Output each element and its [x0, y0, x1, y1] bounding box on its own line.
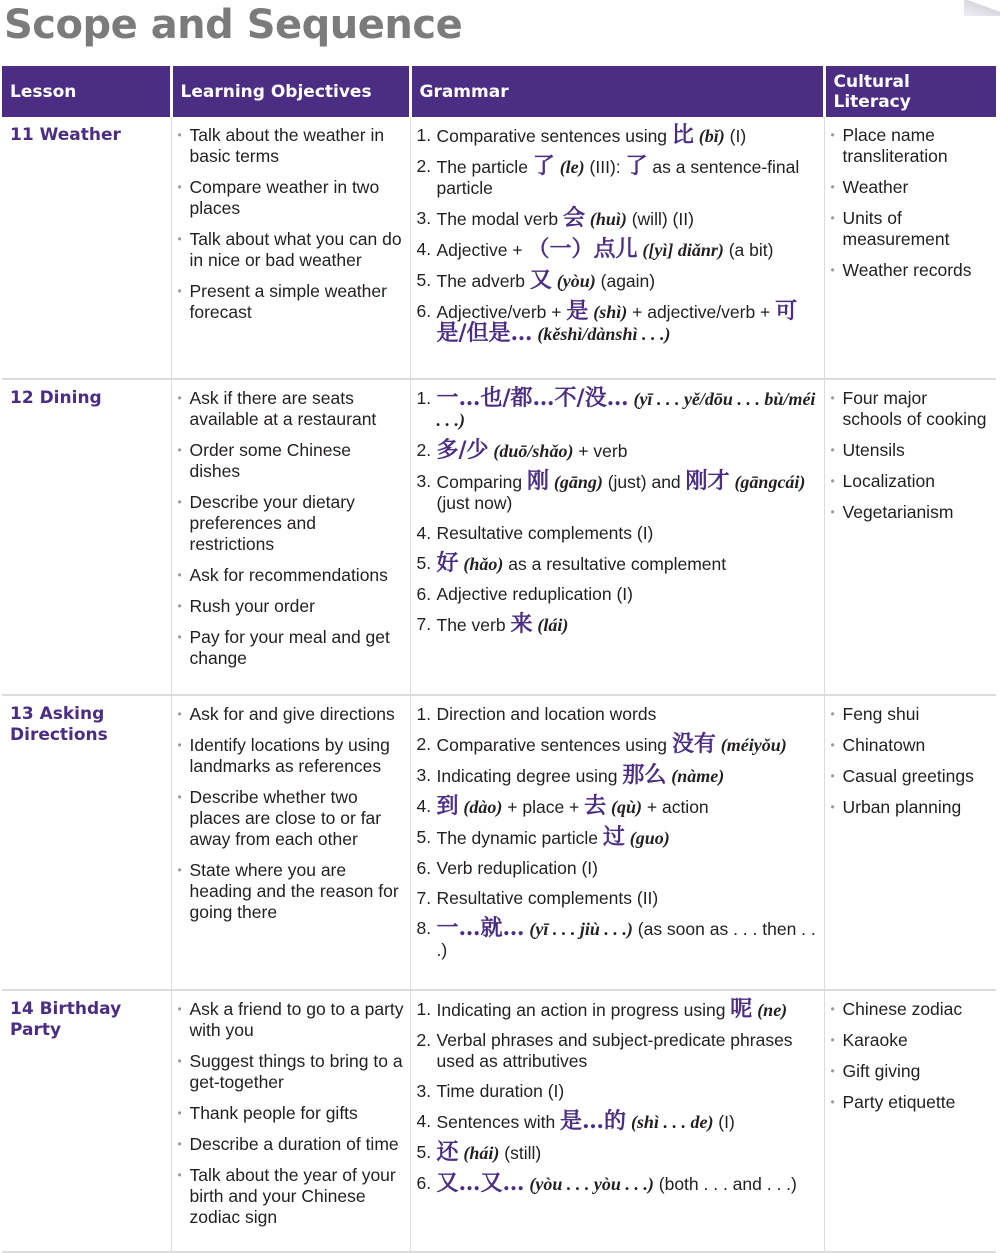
- page-corner-decoration: [964, 0, 1000, 16]
- grammar-item: [416, 236, 818, 262]
- culture-item: • Weather: [831, 177, 991, 198]
- header-grammar: Grammar: [410, 66, 824, 117]
- chinese-characters: 刚: [526, 468, 549, 494]
- objective-item: • Rush your order: [178, 596, 404, 617]
- grammar-text: Verb reduplication (I): [436, 858, 598, 878]
- objectives-list: [178, 999, 404, 1228]
- pinyin-text: (méiyǒu): [720, 735, 787, 755]
- grammar-item-number: 2.: [416, 440, 432, 460]
- lesson-name: 12 Dining: [10, 388, 102, 408]
- objectives-cell: [171, 379, 410, 695]
- grammar-item: [417, 1081, 818, 1102]
- chinese-characters: 又…又…: [436, 1170, 525, 1196]
- culture-cell: [824, 990, 996, 1252]
- chinese-characters: 来: [510, 611, 533, 637]
- lesson-cell: [2, 379, 171, 695]
- chinese-characters: 呢: [730, 996, 753, 1022]
- grammar-text: as a resultative complement: [503, 554, 727, 574]
- grammar-item-number: 3.: [416, 208, 432, 228]
- grammar-text: + place +: [502, 797, 585, 817]
- grammar-item: [416, 153, 818, 199]
- culture-item: • Utensils: [831, 440, 991, 461]
- objective-item: • Pay for your meal and get change: [178, 627, 404, 669]
- grammar-text: The adverb: [436, 271, 530, 291]
- pinyin-text: (qù): [611, 797, 643, 817]
- culture-cell: [824, 379, 996, 695]
- grammar-text: Indicating degree using: [436, 766, 623, 786]
- culture-item: • Place name transliteration: [831, 125, 991, 167]
- lesson-name: 13 Asking Directions: [10, 704, 108, 745]
- grammar-text: (I): [724, 126, 747, 146]
- chinese-characters: 一…就…: [436, 915, 525, 941]
- culture-list: [831, 999, 991, 1113]
- grammar-item-number: 8.: [416, 918, 432, 938]
- grammar-item-number: 3.: [416, 765, 432, 785]
- grammar-item: [416, 611, 818, 637]
- grammar-item: [416, 824, 818, 850]
- objective-item: • Ask for recommendations: [178, 565, 404, 586]
- pinyin-text: (guo): [629, 828, 670, 848]
- objective-item: • Talk about the year of your birth and your Chinese zodiac sign: [178, 1165, 404, 1228]
- grammar-text: (just) and: [602, 472, 686, 492]
- grammar-list: [416, 996, 818, 1196]
- culture-list: [831, 125, 991, 281]
- objectives-cell: [171, 990, 410, 1252]
- pinyin-text: (kěshì/dànshì . . .): [537, 324, 671, 344]
- chinese-characters: 去: [584, 793, 607, 819]
- header-cultural-literacy: Cultural Literacy: [824, 66, 996, 117]
- grammar-text: The dynamic particle: [436, 828, 603, 848]
- grammar-text: (I): [713, 1112, 735, 1132]
- grammar-item: [416, 793, 818, 819]
- grammar-text: Sentences with: [436, 1112, 561, 1132]
- objectives-list: [178, 704, 404, 923]
- pinyin-text: (lái): [537, 615, 569, 635]
- culture-item: • Units of measurement: [831, 208, 991, 250]
- objective-item: • Compare weather in two places: [178, 177, 404, 219]
- objectives-cell: [171, 695, 410, 990]
- grammar-list: [416, 385, 818, 637]
- grammar-text: The particle: [436, 157, 533, 177]
- objective-item: • Identify locations by using landmarks as references: [178, 735, 404, 777]
- grammar-text: (just now): [436, 493, 513, 513]
- culture-item: • Chinese zodiac: [831, 999, 991, 1020]
- culture-item: • Casual greetings: [831, 766, 991, 787]
- grammar-text: + action: [642, 797, 709, 817]
- objective-item: • Ask if there are seats available at a restaurant: [178, 388, 404, 430]
- objective-item: • Describe a duration of time: [178, 1134, 404, 1155]
- grammar-item-number: 4.: [416, 239, 432, 259]
- grammar-item: [416, 122, 818, 148]
- grammar-item-number: 1.: [416, 704, 432, 724]
- grammar-item: [416, 385, 818, 431]
- grammar-text: Resultative complements (II): [436, 888, 659, 908]
- grammar-item: [416, 437, 818, 463]
- table-body: [2, 117, 996, 1252]
- grammar-item: [416, 205, 818, 231]
- culture-item: • Gift giving: [831, 1061, 991, 1082]
- grammar-item: [417, 584, 818, 605]
- grammar-item-number: 3.: [416, 1081, 432, 1101]
- grammar-text: Resultative complements (I): [436, 523, 654, 543]
- pinyin-text: (shì): [593, 302, 628, 322]
- chinese-characters: 了: [532, 153, 555, 179]
- grammar-text: Time duration (I): [436, 1081, 565, 1101]
- grammar-item-number: 6.: [416, 584, 432, 604]
- grammar-text: (again): [595, 271, 656, 291]
- chinese-characters: 过: [602, 824, 625, 850]
- lesson-name: 11 Weather: [10, 125, 121, 145]
- pinyin-text: (gāngcái): [734, 472, 806, 492]
- pinyin-text: (shì . . . de): [630, 1112, 714, 1132]
- pinyin-text: (nàme): [671, 766, 725, 786]
- grammar-item-number: 5.: [416, 1142, 432, 1162]
- grammar-item: [416, 1108, 818, 1134]
- lesson-cell: [2, 990, 171, 1252]
- grammar-item-number: 7.: [416, 614, 432, 634]
- grammar-item-number: 5.: [416, 827, 432, 847]
- pinyin-text: (yòu): [556, 271, 596, 291]
- grammar-item-number: 2.: [416, 156, 432, 176]
- grammar-item: [416, 731, 818, 757]
- objective-item: • Suggest things to bring to a get-together: [178, 1051, 404, 1093]
- grammar-text: Comparative sentences using: [436, 126, 672, 146]
- chinese-characters: 那么: [622, 762, 667, 788]
- grammar-text: (will) (II): [626, 209, 694, 229]
- grammar-text: (III):: [584, 157, 626, 177]
- grammar-item-number: 5.: [416, 553, 432, 573]
- grammar-item-number: 6.: [416, 1173, 432, 1193]
- chinese-characters: 多/少: [436, 437, 489, 463]
- grammar-item-number: 2.: [416, 734, 432, 754]
- pinyin-text: (gāng): [553, 472, 603, 492]
- grammar-item-number: 5.: [416, 270, 432, 290]
- grammar-cell: [410, 695, 824, 990]
- grammar-item: [417, 858, 818, 879]
- objective-item: • Thank people for gifts: [178, 1103, 404, 1124]
- pinyin-text: (hǎo): [463, 554, 504, 574]
- grammar-text: as a sentence-final particle: [436, 157, 800, 198]
- grammar-text: + verb: [573, 441, 628, 461]
- lesson-row: [2, 990, 996, 1252]
- pinyin-text: (bǐ): [698, 126, 725, 146]
- chinese-characters: 到: [436, 793, 459, 819]
- objective-item: • Talk about the weather in basic terms: [178, 125, 404, 167]
- grammar-text: Verbal phrases and subject-predicate phrases used as attributives: [436, 1030, 793, 1071]
- pinyin-text: (yòu . . . yòu . . .): [529, 1174, 654, 1194]
- objective-item: • Ask for and give directions: [178, 704, 404, 725]
- culture-cell: [824, 117, 996, 379]
- grammar-text: Adjective reduplication (I): [436, 584, 633, 604]
- chinese-characters: 又: [529, 267, 552, 293]
- chinese-characters: 一…也/都…不/没…: [436, 385, 629, 411]
- culture-item: • Karaoke: [831, 1030, 991, 1051]
- grammar-text: Comparative sentences using: [436, 735, 672, 755]
- grammar-text: Indicating an action in progress using: [436, 1000, 731, 1020]
- pinyin-text: (hái): [463, 1143, 500, 1163]
- pinyin-text: (yī . . . jiù . . .): [529, 919, 633, 939]
- grammar-text: (a bit): [723, 240, 774, 260]
- objective-item: • Present a simple weather forecast: [178, 281, 404, 323]
- grammar-item: [416, 298, 818, 346]
- grammar-item: [417, 704, 818, 725]
- pinyin-text: (ne): [757, 1000, 788, 1020]
- lesson-row: [2, 695, 996, 990]
- grammar-text: + adjective/verb +: [627, 302, 776, 322]
- chinese-characters: 是: [566, 298, 589, 324]
- culture-item: • Chinatown: [831, 735, 991, 756]
- culture-item: • Urban planning: [831, 797, 991, 818]
- culture-item: • Four major schools of cooking: [831, 388, 991, 430]
- culture-item: • Vegetarianism: [831, 502, 991, 523]
- grammar-item-number: 3.: [416, 471, 432, 491]
- table-header-row: [2, 66, 996, 117]
- pinyin-text: (dào): [463, 797, 503, 817]
- pinyin-text: (yī . . . yě/dōu . . . bù/méi . . .): [436, 389, 816, 430]
- culture-item: • Party etiquette: [831, 1092, 991, 1113]
- pinyin-text: (duō/shǎo): [493, 441, 574, 461]
- lesson-cell: [2, 117, 171, 379]
- grammar-cell: [410, 379, 824, 695]
- grammar-item-number: 1.: [416, 125, 432, 145]
- grammar-item: [416, 267, 818, 293]
- lesson-cell: [2, 695, 171, 990]
- grammar-text: (still): [499, 1143, 542, 1163]
- grammar-item-number: 4.: [416, 796, 432, 816]
- lesson-row: [2, 379, 996, 695]
- grammar-item: [416, 915, 818, 961]
- grammar-item-number: 4.: [416, 1111, 432, 1131]
- objective-item: • Describe whether two places are close to or far away from each other: [178, 787, 404, 850]
- grammar-item: [416, 996, 818, 1022]
- grammar-item-number: 7.: [416, 888, 432, 908]
- culture-item: • Weather records: [831, 260, 991, 281]
- grammar-text: The modal verb: [436, 209, 563, 229]
- culture-item: • Feng shui: [831, 704, 991, 725]
- lesson-row: [2, 117, 996, 379]
- pinyin-text: (le): [559, 157, 585, 177]
- chinese-characters: 没有: [671, 731, 716, 757]
- pinyin-text: (huì): [589, 209, 627, 229]
- culture-cell: [824, 695, 996, 990]
- grammar-text: (both . . . and . . .): [653, 1174, 797, 1194]
- objective-item: • Ask a friend to go to a party with you: [178, 999, 404, 1041]
- grammar-item: [416, 1139, 818, 1165]
- grammar-item: [417, 1030, 818, 1072]
- objective-item: • Order some Chinese dishes: [178, 440, 404, 482]
- grammar-text: (as soon as . . . then . . .): [436, 919, 816, 960]
- pinyin-text: ([yì] diǎnr): [642, 240, 724, 260]
- chinese-characters: 好: [436, 550, 459, 576]
- chinese-characters: 可是/但是…: [436, 298, 798, 346]
- scope-sequence-table: [2, 66, 996, 1253]
- grammar-item: [416, 550, 818, 576]
- culture-item: • Localization: [831, 471, 991, 492]
- chinese-characters: 比: [671, 122, 694, 148]
- grammar-text: Adjective +: [436, 240, 528, 260]
- chinese-characters: 刚才: [685, 468, 730, 494]
- grammar-list: [416, 122, 818, 346]
- grammar-item-number: 6.: [416, 858, 432, 878]
- grammar-item-number: 1.: [416, 999, 432, 1019]
- objectives-list: [178, 125, 404, 323]
- grammar-item: [416, 762, 818, 788]
- header-lesson: Lesson: [2, 66, 171, 117]
- grammar-item: [417, 523, 818, 544]
- objective-item: • Describe your dietary preferences and restrictions: [178, 492, 404, 555]
- grammar-item-number: 6.: [416, 301, 432, 321]
- culture-list: [831, 704, 991, 818]
- grammar-text: Comparing: [436, 472, 527, 492]
- grammar-item: [417, 888, 818, 909]
- chinese-characters: （一）点儿: [527, 236, 638, 262]
- grammar-cell: [410, 117, 824, 379]
- header-learning-objectives: Learning Objectives: [171, 66, 410, 117]
- chinese-characters: 还: [436, 1139, 459, 1165]
- chinese-characters: 会: [562, 205, 585, 231]
- grammar-item-number: 1.: [416, 388, 432, 408]
- chinese-characters: 了: [625, 153, 648, 179]
- grammar-item-number: 2.: [416, 1030, 432, 1050]
- objective-item: • Talk about what you can do in nice or bad weather: [178, 229, 404, 271]
- grammar-cell: [410, 990, 824, 1252]
- objectives-cell: [171, 117, 410, 379]
- grammar-list: [417, 704, 818, 961]
- grammar-text: Direction and location words: [436, 704, 657, 724]
- page-title: Scope and Sequence: [4, 2, 463, 48]
- grammar-item: [416, 468, 818, 514]
- lesson-name: 14 Birthday Party: [10, 999, 122, 1040]
- grammar-item-number: 4.: [416, 523, 432, 543]
- chinese-characters: 是…的: [560, 1108, 627, 1134]
- grammar-text: The verb: [436, 615, 511, 635]
- objective-item: • State where you are heading and the reason for going there: [178, 860, 404, 923]
- grammar-item: [416, 1170, 818, 1196]
- grammar-text: Adjective/verb +: [436, 302, 567, 322]
- objectives-list: [178, 388, 404, 669]
- culture-list: [831, 388, 991, 523]
